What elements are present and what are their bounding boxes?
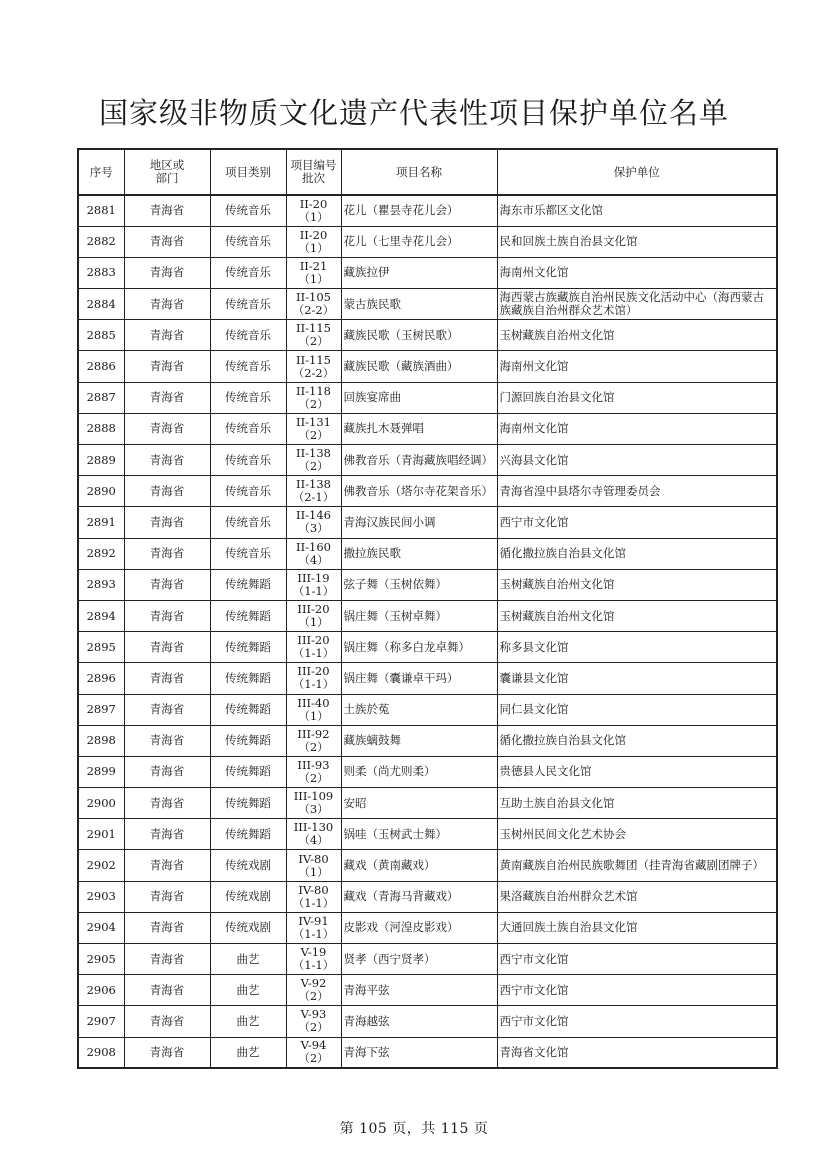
project-code: III-20	[297, 664, 330, 679]
project-code: III-19	[297, 570, 330, 585]
cell-region: 青海省	[124, 226, 210, 257]
cell-project-name: 土族於菟	[341, 694, 497, 725]
project-code: III-109	[293, 789, 334, 804]
cell-category: 传统舞蹈	[210, 663, 286, 694]
cell-code	[286, 850, 341, 881]
cell-project-name: 花儿（瞿昙寺花儿会）	[341, 195, 497, 226]
project-batch: （4）	[298, 833, 329, 848]
cell-category: 传统音乐	[210, 413, 286, 444]
project-code: II-146	[296, 508, 331, 523]
cell-category: 传统音乐	[210, 476, 286, 507]
cell-seq: 2895	[78, 632, 124, 663]
header-seq: 序号	[78, 149, 124, 195]
cell-project-name: 贤孝（西宁贤孝）	[341, 944, 497, 975]
cell-project-name: 青海越弦	[341, 1006, 497, 1037]
cell-category: 传统戏剧	[210, 850, 286, 881]
cell-seq: 2890	[78, 476, 124, 507]
cell-project-name: 锅庄舞（称多白龙卓舞）	[341, 632, 497, 663]
cell-protection-unit: 同仁县文化馆	[497, 694, 777, 725]
project-batch: （3）	[298, 802, 329, 817]
cell-code	[286, 351, 341, 382]
cell-project-name: 锅庄舞（囊谦卓干玛）	[341, 663, 497, 694]
cell-seq: 2881	[78, 195, 124, 226]
cell-code	[286, 476, 341, 507]
project-batch: （1）	[298, 615, 329, 630]
cell-region: 青海省	[124, 569, 210, 600]
cell-seq: 2884	[78, 289, 124, 320]
cell-seq: 2891	[78, 507, 124, 538]
cell-region: 青海省	[124, 819, 210, 850]
cell-project-name: 皮影戏（河湟皮影戏）	[341, 912, 497, 943]
cell-region: 青海省	[124, 756, 210, 787]
project-batch: （2-2）	[292, 303, 335, 318]
table-row	[78, 507, 777, 538]
project-batch: （1）	[298, 209, 329, 224]
cell-seq: 2905	[78, 944, 124, 975]
cell-code	[286, 569, 341, 600]
cell-category: 传统音乐	[210, 289, 286, 320]
cell-category: 传统音乐	[210, 507, 286, 538]
project-batch: （2）	[298, 1051, 329, 1066]
cell-category: 传统音乐	[210, 226, 286, 257]
cell-category: 传统音乐	[210, 445, 286, 476]
project-batch: （2）	[298, 739, 329, 754]
cell-region: 青海省	[124, 382, 210, 413]
cell-protection-unit: 西宁市文化馆	[497, 507, 777, 538]
project-batch: （2）	[298, 459, 329, 474]
project-batch: （1-1）	[292, 926, 335, 941]
project-code: IV-80	[298, 882, 329, 897]
cell-region: 青海省	[124, 507, 210, 538]
cell-code	[286, 975, 341, 1006]
cell-project-name: 锅哇（玉树武士舞）	[341, 819, 497, 850]
cell-code	[286, 632, 341, 663]
cell-seq: 2897	[78, 694, 124, 725]
cell-category: 传统音乐	[210, 538, 286, 569]
cell-protection-unit: 海南州文化馆	[497, 413, 777, 444]
project-batch: （3）	[298, 521, 329, 536]
cell-protection-unit: 海南州文化馆	[497, 351, 777, 382]
cell-project-name: 青海平弦	[341, 975, 497, 1006]
project-code: II-20	[299, 196, 328, 211]
project-code: II-138	[296, 446, 331, 461]
cell-code	[286, 912, 341, 943]
project-code: V-94	[300, 1038, 327, 1053]
project-code: II-115	[296, 352, 331, 367]
cell-category: 传统音乐	[210, 195, 286, 226]
cell-project-name: 佛教音乐（青海藏族唱经调）	[341, 445, 497, 476]
table-header	[78, 149, 777, 195]
project-batch: （2）	[298, 1020, 329, 1035]
cell-project-name: 蒙古族民歌	[341, 289, 497, 320]
table-row	[78, 351, 777, 382]
project-batch: （2）	[298, 770, 329, 785]
table-row	[78, 289, 777, 320]
cell-protection-unit: 循化撒拉族自治县文化馆	[497, 538, 777, 569]
cell-seq: 2885	[78, 320, 124, 351]
table-row	[78, 226, 777, 257]
cell-region: 青海省	[124, 944, 210, 975]
cell-protection-unit: 黄南藏族自治州民族歌舞团（挂青海省藏剧团牌子）	[497, 850, 777, 881]
cell-code	[286, 819, 341, 850]
table-row	[78, 476, 777, 507]
project-code: II-115	[296, 321, 331, 336]
project-batch: （1）	[298, 708, 329, 723]
cell-code	[286, 600, 341, 631]
cell-protection-unit: 循化撒拉族自治县文化馆	[497, 725, 777, 756]
table-row	[78, 538, 777, 569]
cell-category: 传统音乐	[210, 320, 286, 351]
cell-region: 青海省	[124, 320, 210, 351]
cell-project-name: 弦子舞（玉树依舞）	[341, 569, 497, 600]
cell-protection-unit: 西宁市文化馆	[497, 1006, 777, 1037]
table-row	[78, 756, 777, 787]
header-category: 项目类别	[210, 149, 286, 195]
cell-seq: 2899	[78, 756, 124, 787]
cell-region: 青海省	[124, 600, 210, 631]
cell-region: 青海省	[124, 257, 210, 288]
cell-protection-unit: 称多县文化馆	[497, 632, 777, 663]
cell-code	[286, 507, 341, 538]
cell-protection-unit: 青海省文化馆	[497, 1037, 777, 1068]
cell-region: 青海省	[124, 413, 210, 444]
project-code: III-20	[297, 602, 330, 617]
project-code: II-160	[296, 539, 331, 554]
cell-protection-unit: 海西蒙古族藏族自治州民族文化活动中心（海西蒙古族藏族自治州群众艺术馆）	[497, 289, 777, 320]
table-row	[78, 944, 777, 975]
table-row	[78, 632, 777, 663]
project-code: III-20	[297, 633, 330, 648]
cell-code	[286, 1037, 341, 1068]
cell-project-name: 青海汉族民间小调	[341, 507, 497, 538]
project-batch: （1-1）	[292, 646, 335, 661]
cell-code	[286, 881, 341, 912]
cell-project-name: 藏族螭鼓舞	[341, 725, 497, 756]
cell-category: 传统舞蹈	[210, 632, 286, 663]
cell-code	[286, 663, 341, 694]
cell-protection-unit: 玉树藏族自治州文化馆	[497, 600, 777, 631]
table-row	[78, 382, 777, 413]
cell-protection-unit: 门源回族自治县文化馆	[497, 382, 777, 413]
cell-category: 传统戏剧	[210, 912, 286, 943]
project-batch: （2）	[298, 396, 329, 411]
table-row	[78, 912, 777, 943]
page-title: 国家级非物质文化遗产代表性项目保护单位名单	[98, 96, 729, 130]
project-batch: （1）	[298, 271, 329, 286]
project-batch: （1）	[298, 864, 329, 879]
cell-code	[286, 257, 341, 288]
cell-protection-unit: 青海省湟中县塔尔寺管理委员会	[497, 476, 777, 507]
cell-seq: 2904	[78, 912, 124, 943]
project-code: II-118	[296, 383, 331, 398]
cell-region: 青海省	[124, 881, 210, 912]
cell-seq: 2892	[78, 538, 124, 569]
cell-protection-unit: 海南州文化馆	[497, 257, 777, 288]
project-code: V-19	[300, 945, 327, 960]
table-row	[78, 788, 777, 819]
cell-project-name: 撒拉族民歌	[341, 538, 497, 569]
cell-project-name: 藏族民歌（玉树民歌）	[341, 320, 497, 351]
cell-code	[286, 788, 341, 819]
cell-project-name: 锅庄舞（玉树卓舞）	[341, 600, 497, 631]
cell-region: 青海省	[124, 445, 210, 476]
cell-region: 青海省	[124, 850, 210, 881]
cell-protection-unit: 互助土族自治县文化馆	[497, 788, 777, 819]
cell-seq: 2893	[78, 569, 124, 600]
cell-protection-unit: 大通回族土族自治县文化馆	[497, 912, 777, 943]
table-row	[78, 320, 777, 351]
project-batch: （2）	[298, 334, 329, 349]
table-row	[78, 881, 777, 912]
cell-code	[286, 413, 341, 444]
project-code: II-20	[299, 227, 328, 242]
table-row	[78, 445, 777, 476]
cell-region: 青海省	[124, 663, 210, 694]
project-batch: （1-1）	[292, 583, 335, 598]
cell-seq: 2901	[78, 819, 124, 850]
cell-code	[286, 226, 341, 257]
cell-project-name: 藏戏（黄南藏戏）	[341, 850, 497, 881]
table-row	[78, 975, 777, 1006]
project-code: IV-80	[298, 851, 329, 866]
cell-region: 青海省	[124, 1037, 210, 1068]
cell-category: 传统音乐	[210, 382, 286, 413]
cell-category: 传统舞蹈	[210, 694, 286, 725]
cell-region: 青海省	[124, 788, 210, 819]
header-region-line1: 地区或	[149, 158, 185, 172]
project-code: II-105	[296, 290, 331, 305]
project-batch: （2-1）	[292, 490, 335, 505]
header-region-line2: 部门	[155, 171, 179, 185]
heritage-table	[77, 148, 778, 1069]
cell-seq: 2900	[78, 788, 124, 819]
project-code: II-21	[299, 258, 328, 273]
cell-project-name: 回族宴席曲	[341, 382, 497, 413]
cell-category: 曲艺	[210, 944, 286, 975]
cell-project-name: 佛教音乐（塔尔寺花架音乐）	[341, 476, 497, 507]
project-batch: （1-1）	[292, 958, 335, 973]
header-code-line1: 项目编号	[290, 158, 337, 172]
table-row	[78, 1037, 777, 1068]
project-code: III-93	[297, 757, 330, 772]
cell-project-name: 藏族民歌（藏族酒曲）	[341, 351, 497, 382]
cell-code	[286, 320, 341, 351]
table-row	[78, 1006, 777, 1037]
project-batch: （2-2）	[292, 365, 335, 380]
cell-category: 传统舞蹈	[210, 725, 286, 756]
project-code: III-40	[297, 695, 330, 710]
cell-protection-unit: 海东市乐都区文化馆	[497, 195, 777, 226]
cell-category: 传统舞蹈	[210, 788, 286, 819]
page-footer: 第 105 页，共 115 页	[339, 1121, 489, 1137]
cell-category: 传统舞蹈	[210, 600, 286, 631]
table-row	[78, 819, 777, 850]
cell-project-name: 安昭	[341, 788, 497, 819]
table-row	[78, 725, 777, 756]
cell-seq: 2902	[78, 850, 124, 881]
cell-seq: 2903	[78, 881, 124, 912]
project-code: III-130	[293, 820, 334, 835]
header-unit: 保护单位	[497, 149, 777, 195]
project-batch: （1）	[298, 240, 329, 255]
cell-project-name: 藏族拉伊	[341, 257, 497, 288]
cell-code	[286, 694, 341, 725]
table-row	[78, 195, 777, 226]
cell-code	[286, 1006, 341, 1037]
table-row	[78, 569, 777, 600]
cell-region: 青海省	[124, 289, 210, 320]
cell-category: 传统舞蹈	[210, 569, 286, 600]
project-batch: （1-1）	[292, 895, 335, 910]
cell-protection-unit: 兴海县文化馆	[497, 445, 777, 476]
project-code: II-131	[296, 414, 331, 429]
cell-seq: 2883	[78, 257, 124, 288]
cell-code	[286, 445, 341, 476]
cell-protection-unit: 囊谦县文化馆	[497, 663, 777, 694]
cell-protection-unit: 民和回族土族自治县文化馆	[497, 226, 777, 257]
cell-protection-unit: 玉树藏族自治州文化馆	[497, 320, 777, 351]
table-row	[78, 600, 777, 631]
project-code: IV-91	[298, 913, 329, 928]
cell-code	[286, 538, 341, 569]
cell-region: 青海省	[124, 351, 210, 382]
cell-seq: 2907	[78, 1006, 124, 1037]
table-row	[78, 850, 777, 881]
project-batch: （2）	[298, 989, 329, 1004]
cell-seq: 2894	[78, 600, 124, 631]
cell-category: 传统戏剧	[210, 881, 286, 912]
header-code	[286, 149, 341, 195]
table-row	[78, 663, 777, 694]
cell-category: 曲艺	[210, 1006, 286, 1037]
project-code: V-93	[300, 1007, 327, 1022]
cell-region: 青海省	[124, 975, 210, 1006]
cell-region: 青海省	[124, 476, 210, 507]
cell-code	[286, 382, 341, 413]
cell-region: 青海省	[124, 912, 210, 943]
cell-category: 曲艺	[210, 1037, 286, 1068]
cell-seq: 2886	[78, 351, 124, 382]
cell-region: 青海省	[124, 1006, 210, 1037]
cell-category: 传统舞蹈	[210, 819, 286, 850]
cell-project-name: 青海下弦	[341, 1037, 497, 1068]
project-batch: （4）	[298, 552, 329, 567]
cell-project-name: 花儿（七里寺花儿会）	[341, 226, 497, 257]
cell-region: 青海省	[124, 195, 210, 226]
cell-code	[286, 756, 341, 787]
header-name: 项目名称	[341, 149, 497, 195]
cell-category: 传统音乐	[210, 257, 286, 288]
header-code-line2: 批次	[302, 171, 325, 185]
table-row	[78, 413, 777, 444]
table-row	[78, 257, 777, 288]
project-batch: （1-1）	[292, 677, 335, 692]
cell-region: 青海省	[124, 632, 210, 663]
cell-seq: 2898	[78, 725, 124, 756]
cell-region: 青海省	[124, 725, 210, 756]
cell-seq: 2908	[78, 1037, 124, 1068]
cell-protection-unit: 玉树藏族自治州文化馆	[497, 569, 777, 600]
cell-seq: 2906	[78, 975, 124, 1006]
cell-protection-unit: 果洛藏族自治州群众艺术馆	[497, 881, 777, 912]
cell-project-name: 则柔（尚尤则柔）	[341, 756, 497, 787]
cell-region: 青海省	[124, 694, 210, 725]
cell-seq: 2889	[78, 445, 124, 476]
cell-region: 青海省	[124, 538, 210, 569]
cell-protection-unit: 玉树州民间文化艺术协会	[497, 819, 777, 850]
project-code: II-138	[296, 477, 331, 492]
cell-protection-unit: 西宁市文化馆	[497, 944, 777, 975]
cell-category: 传统音乐	[210, 351, 286, 382]
cell-project-name: 藏戏（青海马背藏戏）	[341, 881, 497, 912]
cell-seq: 2887	[78, 382, 124, 413]
cell-category: 传统舞蹈	[210, 756, 286, 787]
cell-protection-unit: 贵德县人民文化馆	[497, 756, 777, 787]
cell-code	[286, 289, 341, 320]
cell-code	[286, 725, 341, 756]
project-code: III-92	[297, 726, 330, 741]
cell-seq: 2896	[78, 663, 124, 694]
cell-category: 曲艺	[210, 975, 286, 1006]
table-body	[78, 195, 777, 1068]
cell-protection-unit: 西宁市文化馆	[497, 975, 777, 1006]
cell-seq: 2882	[78, 226, 124, 257]
project-batch: （2）	[298, 427, 329, 442]
header-region	[124, 149, 210, 195]
cell-project-name: 藏族扎木聂弹唱	[341, 413, 497, 444]
cell-code	[286, 944, 341, 975]
project-code: V-92	[300, 976, 327, 991]
cell-seq: 2888	[78, 413, 124, 444]
cell-code	[286, 195, 341, 226]
table-row	[78, 694, 777, 725]
